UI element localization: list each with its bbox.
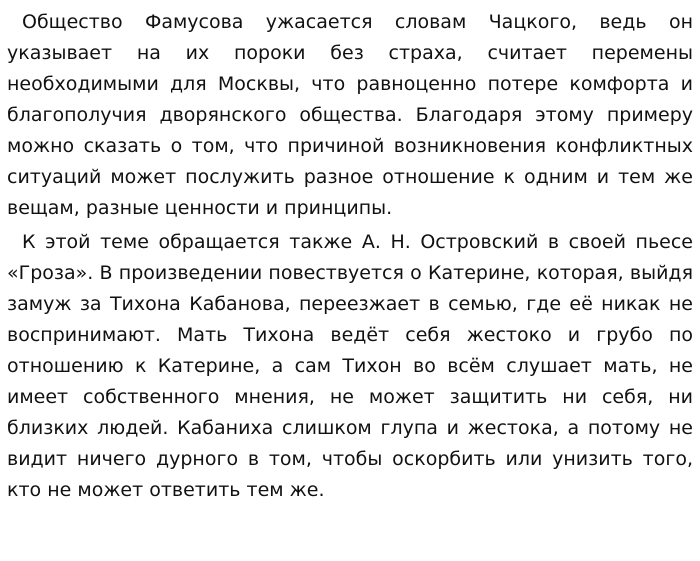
paragraph-famusov-society: Общество Фамусова ужасается словам Чацкого, ведь он указывает на их пороки без страха, считает перемены необходимыми для Москвы, что равноценно потере комфорта и благополучия дворянского общества. Благодаря этому примеру можно сказать о том, что причиной возникновения конфликтных ситуаций может послужить разное отношение к одним и тем же вещам, разные ценности и принципы. [7, 11, 693, 219]
document-body [7, 7, 693, 509]
paragraph-ostrovsky-groza: К этой теме обращается также А. Н. Островский в своей пьесе «Гроза». В произведении повествуется о Катерине, которая, выйдя замуж за Тихона Кабанова, переезжает в семью, где её никак не воспринимают. Мать Тихона ведёт себя жестоко и грубо по отношению к Катерине, а сам Тихон во всём слушает мать, не имеет собственного мнения, не может защитить ни себя, ни близких людей. Кабаниха слишком глупа и жестока, а потому не видит ничего дурного в том, чтобы оскорбить или унизить того, кто не может ответить тем же. [7, 231, 693, 501]
